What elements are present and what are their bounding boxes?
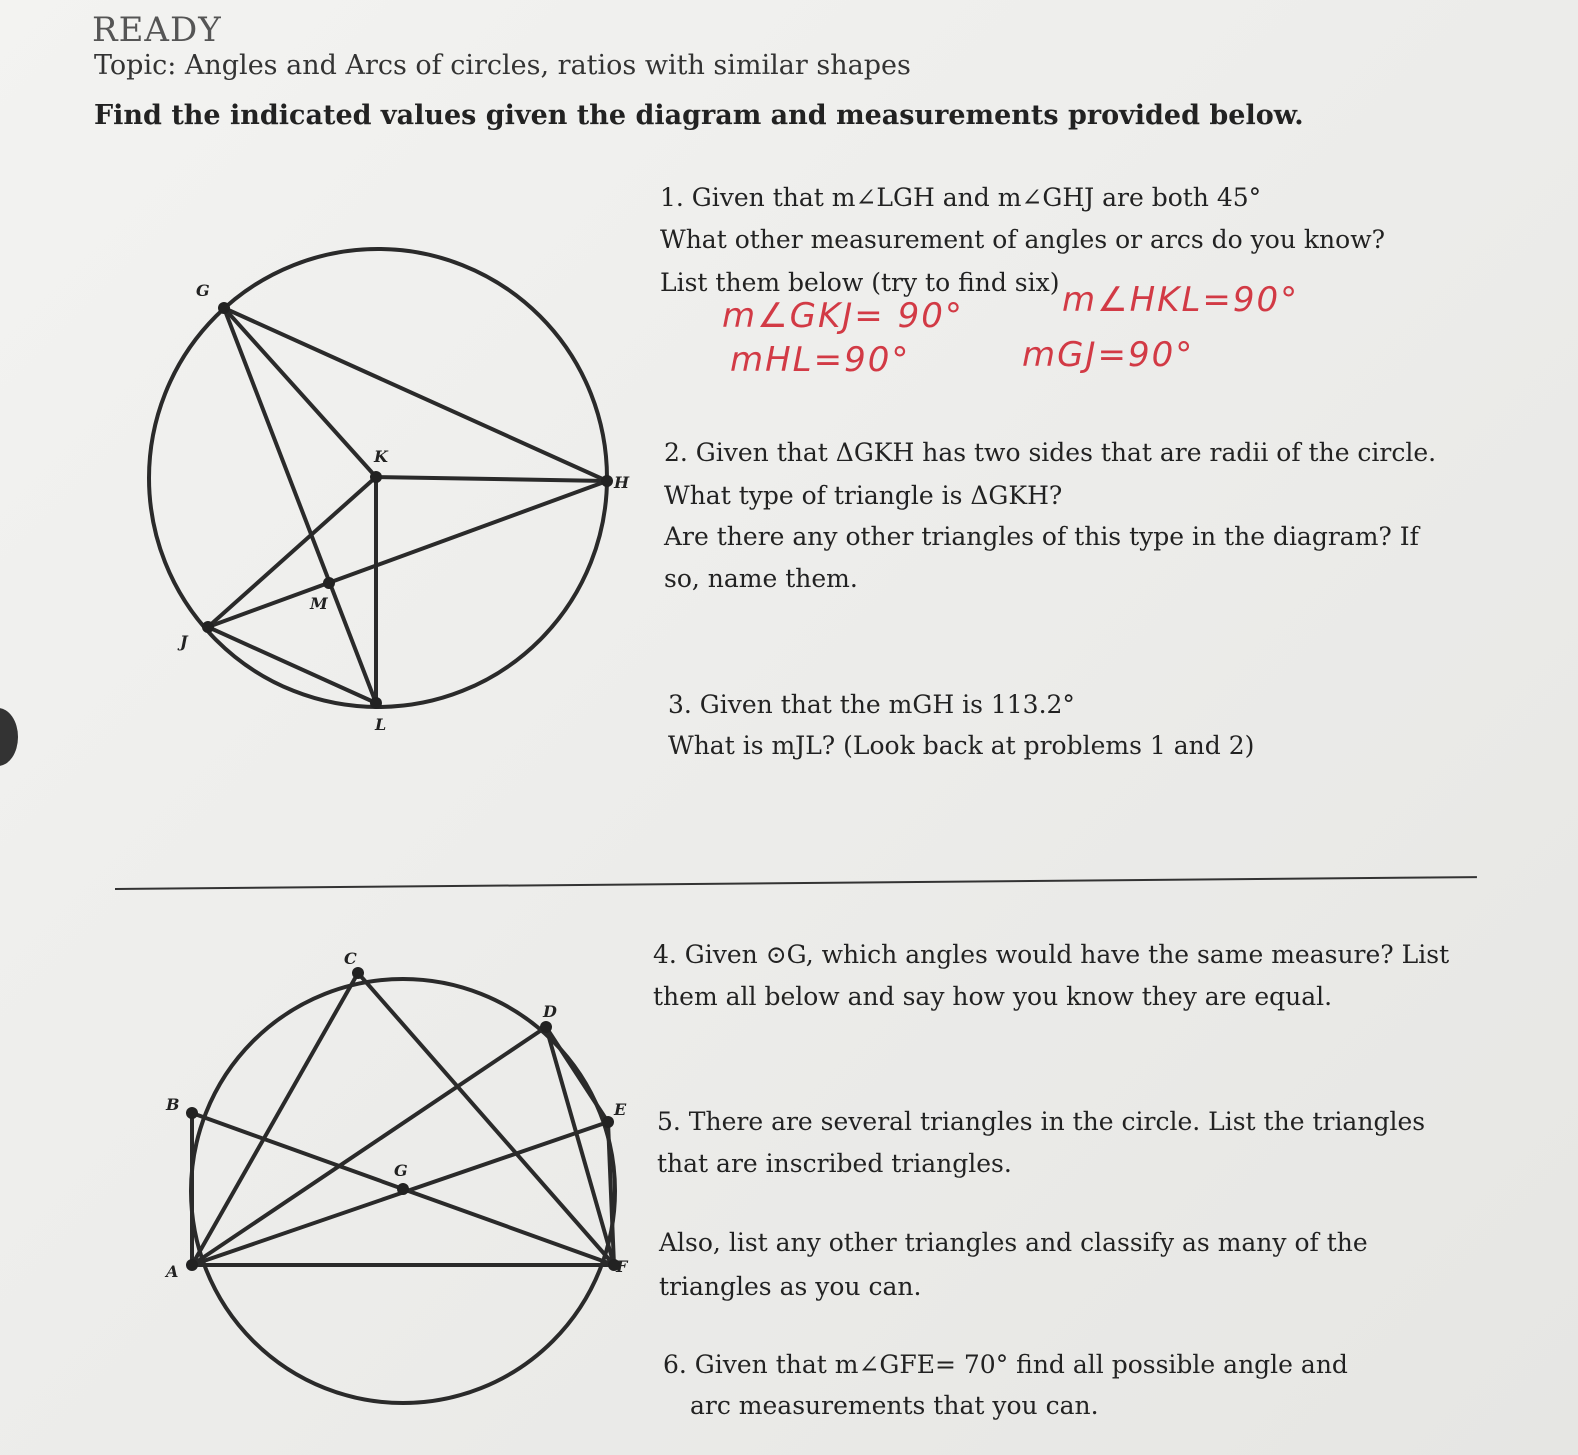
point-D [540, 1021, 552, 1033]
point-G [218, 302, 230, 314]
q2-line1: 2. Given that ΔGKH has two sides that are radii of the circle. [664, 438, 1437, 467]
point-B [186, 1107, 198, 1119]
q5-line1: 5. There are several triangles in the circle. List the triangles [657, 1107, 1426, 1136]
point-L [370, 697, 382, 709]
ready-heading: READY [92, 10, 222, 50]
q5-line2: that are inscribed triangles. [657, 1149, 1012, 1178]
q5-line4: triangles as you can. [659, 1272, 922, 1301]
q2-line2: What type of triangle is ΔGKH? [664, 481, 1063, 510]
label-B: B [166, 1095, 180, 1114]
point-A [186, 1259, 198, 1271]
q1-line3: List them below (try to find six) [660, 268, 1060, 297]
segment-AC [192, 973, 358, 1265]
diagram-1-points [202, 302, 613, 709]
q5-line3: Also, list any other triangles and classify as many of the [659, 1228, 1368, 1257]
q1-line1: 1. Given that m∠LGH and m∠GHJ are both 45° [660, 183, 1262, 212]
segment-DF [546, 1027, 614, 1265]
segment-CF [358, 973, 614, 1265]
q4-line1: 4. Given ⊙G, which angles would have the same measure? List [653, 940, 1450, 969]
segment-AD [192, 1027, 546, 1265]
point-M [323, 577, 335, 589]
label-M: M [310, 594, 328, 613]
label-E: E [614, 1100, 627, 1119]
segment-JH [208, 481, 607, 627]
label-J: J [180, 632, 188, 651]
segment-DE [546, 1027, 608, 1122]
handwritten-answer-1: m∠GKJ= 90° [722, 296, 964, 336]
handwritten-answer-3: mHL=90° [730, 340, 911, 380]
point-K [370, 471, 382, 483]
topic-line: Topic: Angles and Arcs of circles, ratios with similar shapes [94, 50, 911, 81]
label-G2: G [394, 1161, 408, 1180]
point-C [352, 967, 364, 979]
q3-line2: What is mJL? (Look back at problems 1 and 2) [668, 731, 1255, 760]
label-G: G [196, 281, 210, 300]
q6-line2: arc measurements that you can. [690, 1391, 1099, 1420]
point-G2 [397, 1183, 409, 1195]
instructions: Find the indicated values given the diagram and measurements provided below. [94, 100, 1304, 131]
q6-line1: 6. Given that m∠GFE= 70° find all possible angle and [663, 1350, 1348, 1379]
label-A: A [166, 1262, 179, 1281]
label-C: C [344, 949, 357, 968]
label-K: K [374, 447, 388, 466]
q2-line3: Are there any other triangles of this type in the diagram? If [664, 522, 1419, 551]
q3-line1: 3. Given that the mGH is 113.2° [668, 690, 1075, 719]
label-D: D [543, 1002, 557, 1021]
label-F: F [616, 1257, 628, 1276]
q1-line2: What other measurement of angles or arcs do you know? [660, 225, 1385, 254]
q2-line4: so, name them. [664, 564, 858, 593]
point-H [601, 475, 613, 487]
handwritten-answer-2: m∠HKL=90° [1062, 280, 1300, 320]
handwritten-answer-4: mGJ=90° [1022, 335, 1195, 375]
segment-GK [224, 308, 376, 477]
label-L: L [375, 715, 387, 734]
segment-KH [376, 477, 607, 481]
q4-line2: them all below and say how you know they are equal. [653, 982, 1333, 1011]
label-H: H [614, 473, 630, 492]
point-E [602, 1116, 614, 1128]
point-J [202, 621, 214, 633]
segment-KJ [208, 477, 376, 627]
